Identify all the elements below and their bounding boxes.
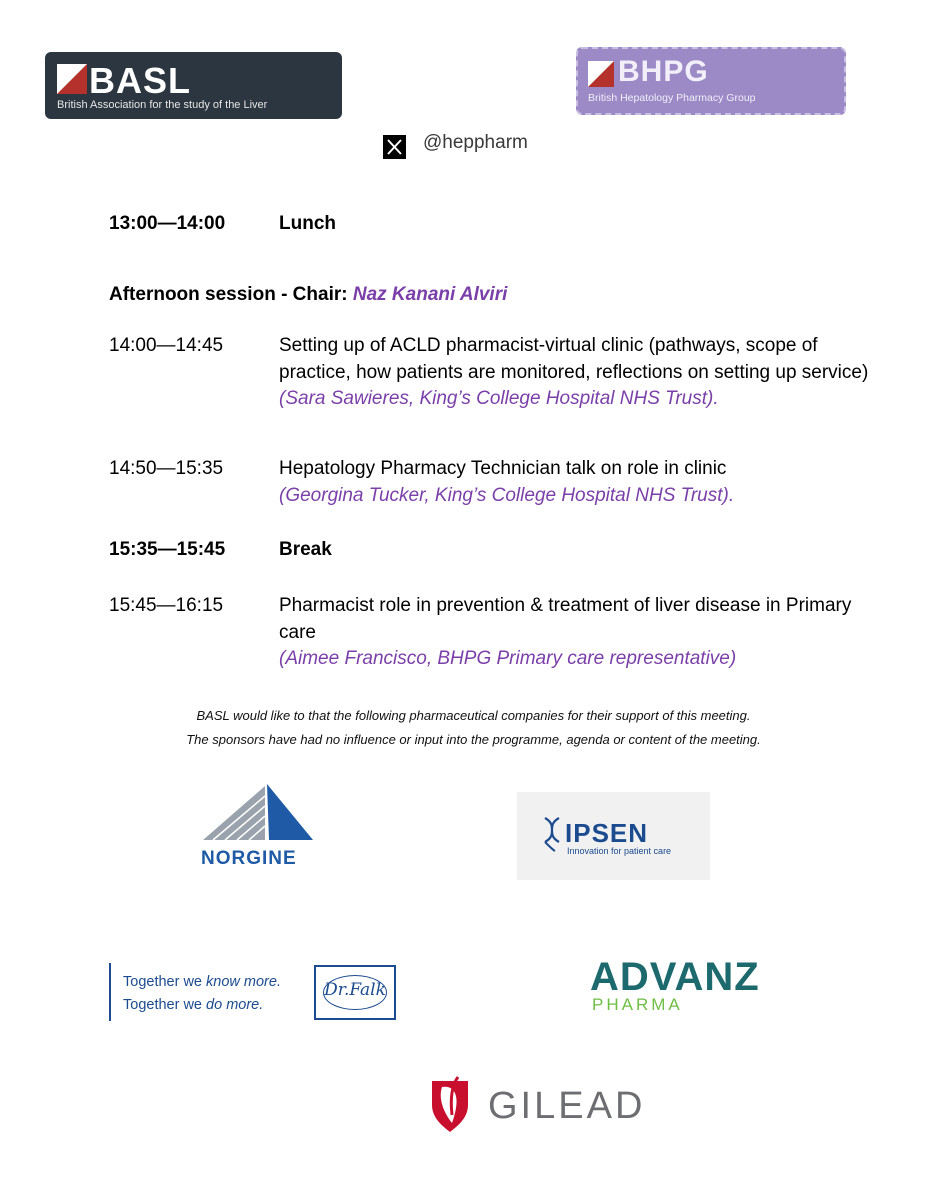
break-title: Break <box>279 539 332 560</box>
session-label: Afternoon session - Chair: <box>109 284 353 305</box>
norgine-logo <box>195 782 315 872</box>
talk1-block <box>279 333 869 413</box>
break-time: 15:35—15:45 <box>109 539 226 560</box>
session-heading <box>109 284 507 306</box>
advanz-logo <box>590 955 780 1015</box>
gilead-shield-icon <box>428 1075 476 1135</box>
talk2-speaker: (Georgina Tucker, King’s College Hospital NHS Trust). <box>279 484 735 506</box>
lunch-time: 13:00—14:00 <box>109 213 226 234</box>
falk-brand: Dr.Falk <box>324 980 386 1000</box>
sponsor-note-line2: The sponsors have had no influence or input into the programme, agenda or content of the meeting. <box>186 732 761 747</box>
gilead-name: GILEAD <box>488 1085 646 1127</box>
falk-line2-b: do more. <box>206 997 264 1013</box>
talk1-time: 14:00—14:45 <box>109 335 224 356</box>
ipsen-logo <box>517 792 710 880</box>
norgine-name: NORGINE <box>201 848 297 869</box>
basl-subtitle: British Association for the study of the Liver <box>57 99 268 111</box>
ipsen-helix-icon <box>541 816 563 852</box>
bhpg-logo <box>576 47 846 115</box>
norgine-sail-icon <box>203 782 313 844</box>
social-handle[interactable]: @heppharm <box>423 132 528 153</box>
advanz-tagline: PHARMA <box>592 995 683 1014</box>
talk3-speaker: (Aimee Francisco, BHPG Primary care representative) <box>279 648 737 669</box>
talk2-block <box>279 456 869 509</box>
falk-line1-b: know more. <box>206 974 281 990</box>
session-chair: Naz Kanani Alviri <box>352 284 508 305</box>
basl-mark-icon <box>57 64 87 94</box>
talk3-block <box>279 593 869 673</box>
talk2-time: 14:50—15:35 <box>109 458 224 479</box>
sponsor-note-line1: BASL would like to that the following pharmaceutical companies for their support of this meeting. <box>196 708 751 723</box>
lunch-title: Lunch <box>279 213 336 234</box>
falk-line1-a: Together we <box>123 974 207 990</box>
falk-logo <box>314 965 396 1020</box>
basl-wordmark: BASL <box>89 60 191 101</box>
talk3-title: Pharmacist role in prevention & treatment of liver disease in Primary care <box>279 595 852 643</box>
falk-divider <box>109 963 111 1021</box>
bhpg-mark-icon <box>588 61 614 87</box>
bhpg-wordmark: BHPG <box>618 55 709 88</box>
x-social-icon[interactable] <box>383 135 406 159</box>
falk-line2-a: Together we <box>123 997 207 1013</box>
advanz-name: ADVANZ <box>590 955 760 999</box>
talk3-time: 15:45—16:15 <box>109 595 224 616</box>
ipsen-name: IPSEN <box>565 818 649 848</box>
gilead-logo <box>428 1075 646 1135</box>
talk1-speaker: (Sara Sawieres, King’s College Hospital NHS Trust). <box>279 388 719 409</box>
bhpg-subtitle: British Hepatology Pharmacy Group <box>588 92 756 104</box>
basl-logo <box>45 52 342 119</box>
talk1-title: Setting up of ACLD pharmacist-virtual clinic (pathways, scope of practice, how patients are monitored, reflections on setting up service) <box>279 335 869 383</box>
falk-line1 <box>123 974 281 990</box>
ipsen-tagline: Innovation for patient care <box>567 846 672 856</box>
falk-line2 <box>123 997 263 1013</box>
talk2-title: Hepatology Pharmacy Technician talk on role in clinic <box>279 458 727 479</box>
